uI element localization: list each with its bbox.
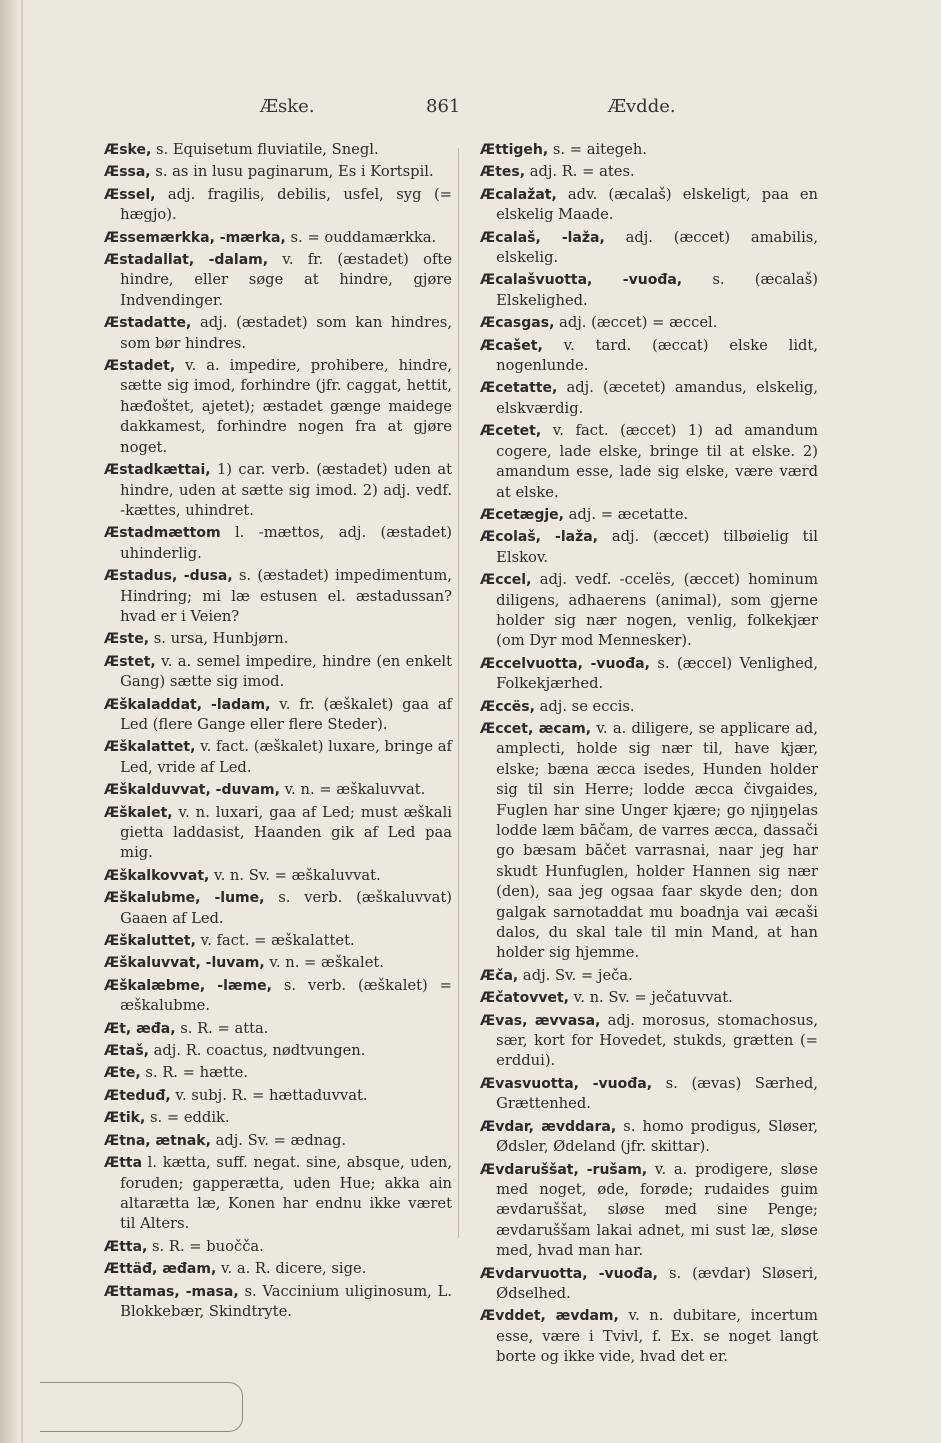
- entry-definition: s. = eddik.: [145, 1109, 230, 1127]
- headword: Æškalubme, -lume,: [104, 890, 265, 907]
- headword: Æstadus, -dusa,: [104, 568, 233, 585]
- headword: Æcasgas,: [480, 315, 555, 332]
- headword: Æškalkovvat,: [104, 867, 210, 884]
- dictionary-entry: [480, 1160, 818, 1262]
- entry-definition: v. subj. R. = hættaduvvat.: [170, 1086, 368, 1104]
- entry-definition: v. n. = æškaluvvat.: [279, 781, 426, 799]
- headword: Æte,: [104, 1065, 141, 1082]
- headword: Ætna, ætnak,: [104, 1132, 211, 1149]
- entry-definition: s. Vaccinium uliginosum, L. Blokkebær, Skindtryte.: [120, 1282, 453, 1320]
- dictionary-entry: [480, 228, 818, 269]
- entry-definition: adj. Sv. = ječa.: [518, 966, 633, 984]
- headword: Æcalašvuotta, -vuođa,: [480, 272, 683, 289]
- dictionary-entry: [104, 1041, 452, 1061]
- dictionary-entry: [104, 737, 452, 778]
- column-divider: [458, 148, 459, 1238]
- dictionary-entry: [104, 185, 452, 226]
- book-spine-shadow: [0, 0, 20, 1443]
- entry-definition: adj. (æcetet) amandus, elskelig, elskværdig.: [496, 379, 818, 417]
- dictionary-entry: [104, 976, 452, 1017]
- dictionary-entry: [480, 140, 818, 160]
- dictionary-entry: [104, 629, 452, 649]
- headword: Æstadmættom: [104, 525, 221, 542]
- dictionary-entry: [104, 931, 452, 951]
- entry-definition: adj. vedf. -ccelës, (æccet) hominum diligens, adhaerens (animal), som gjerne holder sig nær nogen, venlig, folkekjær (om Dyr mod Mennesker).: [496, 571, 818, 650]
- entry-definition: v. fr. (æškalet) gaa af Led (flere Gange eller flere Steder).: [120, 695, 452, 733]
- dictionary-entry: [480, 1011, 818, 1072]
- headword: Ætik,: [104, 1110, 146, 1127]
- headword: Ævddet, ævdam,: [480, 1308, 619, 1325]
- entry-definition: s. (æstadet) impedimentum, Hindring; mi læ estusen el. æstadussan? hvad er i Veien?: [120, 567, 452, 625]
- headword: Æškalattet,: [104, 739, 196, 756]
- headword: Æcalaš, -laža,: [480, 229, 605, 246]
- headword: Ætaš,: [104, 1043, 149, 1060]
- entry-definition: s. = ouddamærkka.: [285, 228, 437, 246]
- dictionary-entry: [104, 1259, 452, 1279]
- dictionary-entry: [480, 185, 818, 226]
- headword: Æcetægje,: [480, 506, 564, 523]
- headword: Æssemærkka, -mærka,: [104, 229, 286, 246]
- headword: Ættäđ, æđam,: [104, 1261, 217, 1278]
- headword: Æškalet,: [104, 804, 173, 821]
- dictionary-entry: [104, 140, 452, 160]
- entry-definition: v. n. dubitare, incertum esse, være i Tvivl, f. Ex. se noget langt borte og ikke vide, hvad det er.: [496, 1307, 818, 1366]
- entry-definition: s. (ævas) Særhed, Grættenhed.: [496, 1074, 818, 1113]
- dictionary-entry: [480, 378, 818, 419]
- headword: Æstadet,: [104, 358, 176, 375]
- dictionary-entry: [480, 505, 818, 525]
- entry-definition: s. as in lusu paginarum, Es i Kortspil.: [150, 163, 434, 181]
- gutter-line: [21, 0, 23, 1443]
- entry-definition: v. fact. = æškalattet.: [195, 932, 355, 950]
- entry-definition: s. R. = hætte.: [140, 1064, 249, 1082]
- headword: Ætta,: [104, 1238, 148, 1255]
- headword: Æccelvuotta, -vuođa,: [480, 655, 650, 672]
- headword: Æcetet,: [480, 423, 542, 440]
- dictionary-entry: [104, 1063, 452, 1083]
- headword: Æstadkættai,: [104, 462, 211, 479]
- entry-definition: s. = aitegeh.: [548, 141, 647, 158]
- entry-definition: adj. se eccis.: [534, 697, 635, 715]
- entry-definition: v. a. prodigere, sløse med noget, øde, forøde; rudaides guim ævdaruššat, sløse med sine Penge; ævdaruššam lakai adnet, mi sust læ, sløse med, hvad man har.: [496, 1160, 818, 1260]
- dictionary-entry: [104, 250, 452, 311]
- dictionary-entry: [104, 652, 452, 693]
- running-head-right: Ævdde.: [608, 96, 676, 117]
- headword: Ættigeh,: [480, 142, 549, 158]
- entry-definition: v. tard. (æccat) elske lidt, nogenlunde.: [496, 336, 818, 375]
- headword: Æssa,: [104, 164, 151, 181]
- entry-definition: adj. (æccet) = æccel.: [554, 314, 718, 332]
- running-head-left: Æske.: [260, 96, 315, 117]
- headword: Æškalæbme, -læme,: [104, 977, 272, 994]
- headword: Æškaluttet,: [104, 933, 196, 950]
- headword: Ættamas, -masa,: [104, 1283, 239, 1300]
- headword: Æškalduvvat, -duvam,: [104, 782, 280, 799]
- dictionary-entry: [104, 1019, 452, 1039]
- headword: Æča,: [480, 967, 519, 984]
- headword: Æste,: [104, 631, 150, 648]
- entry-definition: s. verb. (æškaluvvat) Gaaen af Led.: [120, 889, 452, 927]
- dictionary-entry: [104, 228, 452, 248]
- entry-definition: v. n. = æškalet.: [264, 954, 384, 972]
- entry-definition: 1) car. verb. (æstadet) uden at hindre, uden at sætte sig imod. 2) adj. vedf. -kættes, uhindret.: [120, 461, 452, 519]
- headword: Æstet,: [104, 653, 156, 670]
- entry-definition: v. a. impedire, prohibere, hindre, sætte sig imod, forhindre (jfr. caggat, hettit, hæđoštet, ajetet); æstadet gænge maidege dakkamest, forhindre nogen fra at gjøre noget.: [120, 357, 452, 456]
- dictionary-entry: [480, 988, 818, 1008]
- right-column: [480, 140, 818, 1370]
- entry-definition: s. (ævdar) Sløseri, Ødselhed.: [496, 1264, 818, 1302]
- dictionary-entry: [480, 570, 818, 652]
- headword: Æteduđ,: [104, 1087, 171, 1104]
- dictionary-entry: [104, 162, 452, 182]
- entry-definition: s. verb. (æškalet) = æškalubme.: [120, 976, 452, 1015]
- dictionary-entry: [480, 336, 818, 377]
- entry-definition: v. a. semel impedire, hindre (en enkelt Gang) sætte sig imod.: [120, 652, 452, 691]
- entry-definition: adv. (æcalaš) elskeligt, paa en elskelig Maade.: [496, 185, 818, 224]
- headword: Æstadallat, -dalam,: [104, 252, 269, 269]
- dictionary-entry: [104, 566, 452, 627]
- dictionary-entry: [480, 162, 818, 182]
- entry-definition: v. fact. (æškalet) luxare, bringe af Led, vride af Led.: [120, 738, 452, 776]
- entry-definition: adj. R. = ates.: [525, 163, 635, 181]
- dictionary-entry: [480, 697, 818, 717]
- entry-definition: v. fr. (æstadet) ofte hindre, eller søge at hindre, gjøre Indvendinger.: [120, 251, 452, 309]
- headword: Æccës,: [480, 698, 535, 715]
- entry-definition: s. (æcalaš) Elskelighed.: [496, 271, 818, 309]
- entry-definition: adj. (æstadet) som kan hindres, som bør hindres.: [120, 314, 452, 352]
- dictionary-entry: [104, 313, 452, 354]
- headword: Ævdaruššat, -rušam,: [480, 1161, 648, 1178]
- dictionary-entry: [104, 1153, 452, 1235]
- entry-definition: v. n. Sv. = ječatuvvat.: [569, 989, 733, 1007]
- dictionary-entry: [104, 523, 452, 564]
- headword: Ætta: [104, 1155, 143, 1172]
- entry-definition: adj. fragilis, debilis, usfel, syg (= hægjo).: [120, 185, 452, 224]
- dictionary-entry: [104, 1108, 452, 1128]
- dictionary-entry: [480, 1264, 818, 1305]
- entry-definition: v. n. Sv. = æškaluvvat.: [209, 866, 381, 884]
- headword: Ætes,: [480, 164, 526, 181]
- headword: Æčatovvet,: [480, 990, 570, 1007]
- headword: Æssel,: [104, 186, 156, 203]
- dictionary-entry: [480, 654, 818, 695]
- entry-definition: v. a. diligere, se applicare ad, amplecti, holde sig nær til, have kjær, elske; bæna æcca isedes, Hunden holder sig til sin Herre; lodde æcca čivgaides, Fuglen har sine Unger kjære; go njiŋŋelas lodde læm bāčam, de varres æcca, dassači go bæsam bāčet varrasnai, naar jeg har skudt Hunfuglen, holder Hannen sig nær (den), saa jeg ogsaa faar skyde den; don galgak sarnotaddat mu boadnja vai æcaši dalos, du skal tale til min Mand, at han holder sig hjemme.: [496, 719, 818, 962]
- headword: Æcašet,: [480, 337, 543, 354]
- dictionary-entry: [480, 313, 818, 333]
- headword: Æccel,: [480, 572, 532, 589]
- headword: Æcolaš, -laža,: [480, 529, 598, 546]
- entry-definition: s. (æccel) Venlighed, Folkekjærhed.: [496, 654, 818, 693]
- headword: Æstadatte,: [104, 315, 192, 332]
- dictionary-entry: [480, 1117, 818, 1158]
- dictionary-entry: [104, 356, 452, 458]
- headword: Ævas, ævvasa,: [480, 1012, 601, 1029]
- entry-definition: adj. R. coactus, nødtvungen.: [148, 1042, 366, 1060]
- headword: Æccet, æcam,: [480, 720, 592, 737]
- entry-definition: adj. Sv. = ædnag.: [210, 1131, 347, 1149]
- entry-definition: s. ursa, Hunbjørn.: [149, 630, 289, 648]
- headword: Æškaladdat, -ladam,: [104, 696, 271, 713]
- dictionary-entry: [104, 1131, 452, 1151]
- headword: Æcalažat,: [480, 186, 557, 203]
- dictionary-entry: [104, 803, 452, 864]
- headword: Æškaluvvat, -luvam,: [104, 955, 265, 972]
- dictionary-entry: [104, 1282, 452, 1323]
- dictionary-entry: [480, 1306, 818, 1367]
- dictionary-entry: [480, 270, 818, 311]
- headword: Æt, æđa,: [104, 1020, 176, 1037]
- left-column: [104, 140, 452, 1324]
- entry-definition: adj. morosus, stomachosus, sær, kort for Hovedet, stukds, grætten (= erddui).: [496, 1011, 818, 1070]
- headword: Ævasvuotta, -vuođa,: [480, 1075, 653, 1092]
- headword: Æske,: [104, 142, 152, 158]
- dictionary-entry: [104, 1086, 452, 1106]
- dictionary-entry: [104, 695, 452, 736]
- dictionary-entry: [104, 460, 452, 521]
- entry-definition: v. a. R. dicere, sige.: [216, 1260, 367, 1278]
- entry-definition: v. fact. (æccet) 1) ad amandum cogere, lade elske, bringe til at elske. 2) amandum esse, lade sig elske, være værd at elske.: [496, 422, 818, 501]
- entry-definition: adj. = æcetatte.: [563, 505, 689, 523]
- entry-definition: l. kætta, suff. negat. sine, absque, uden, foruden; gapperætta, uden Hue; akka ain altarætta læ, Konen har endnu ikke været til Alters.: [120, 1154, 452, 1233]
- dictionary-entry: [104, 953, 452, 973]
- dictionary-entry: [480, 421, 818, 503]
- dictionary-entry: [480, 1074, 818, 1115]
- page-tab-outline: [40, 1382, 243, 1432]
- entry-definition: l. -mættos, adj. (æstadet) uhinderlig.: [120, 524, 452, 562]
- headword: Ævdarvuotta, -vuođa,: [480, 1265, 659, 1282]
- entry-definition: v. n. luxari, gaa af Led; must æškali gietta laddasist, Haanden gik af Led paa mig.: [120, 803, 452, 862]
- entry-definition: s. homo prodigus, Sløser, Ødsler, Ødeland (jfr. skittar).: [496, 1117, 819, 1156]
- entry-definition: s. Equisetum fluviatile, Snegl.: [151, 141, 379, 158]
- dictionary-entry: [104, 888, 452, 929]
- dictionary-entry: [104, 780, 452, 800]
- dictionary-entry: [480, 966, 818, 986]
- dictionary-entry: [104, 1237, 452, 1257]
- entry-definition: adj. (æccet) amabilis, elskelig.: [496, 228, 818, 267]
- headword: Ævdar, ævddara,: [480, 1118, 617, 1135]
- entry-definition: s. R. = buočča.: [147, 1237, 264, 1255]
- page-number: 861: [426, 96, 461, 117]
- entry-definition: s. R. = atta.: [175, 1019, 269, 1037]
- headword: Æcetatte,: [480, 380, 558, 397]
- entry-definition: adj. (æccet) tilbøielig til Elskov.: [496, 528, 818, 566]
- dictionary-entry: [104, 866, 452, 886]
- dictionary-entry: [480, 527, 818, 568]
- dictionary-entry: [480, 719, 818, 964]
